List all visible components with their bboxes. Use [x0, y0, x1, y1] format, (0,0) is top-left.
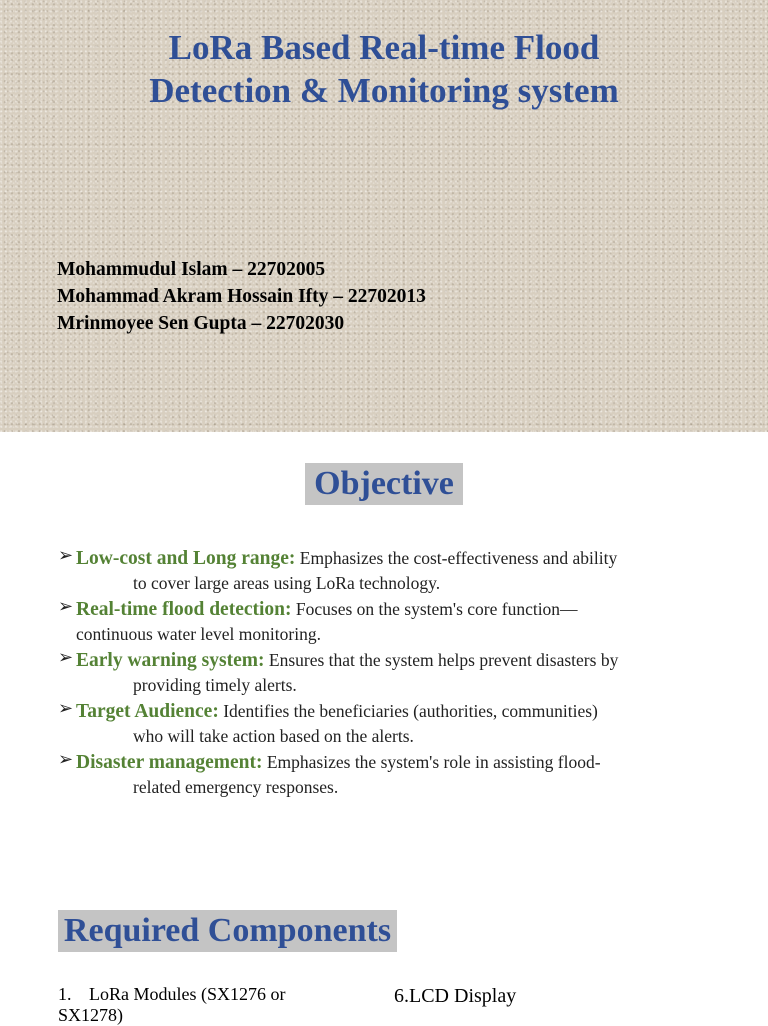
- objective-slide: [0, 432, 768, 1024]
- bullet-text-continued: to cover large areas using LoRa technology.: [133, 573, 441, 593]
- bullet-text: Ensures that the system helps prevent disasters by: [264, 650, 619, 670]
- author-3: Mrinmoyee Sen Gupta – 22702030: [57, 313, 345, 334]
- objective-heading: Objective: [305, 463, 463, 505]
- arrow-bullet-icon: ➢: [58, 698, 74, 718]
- bullet-item: [58, 597, 718, 646]
- author-2: Mohammad Akram Hossain Ifty – 22702013: [57, 286, 426, 307]
- bullet-text: Emphasizes the system's role in assisting flood-: [262, 752, 601, 772]
- bullet-title: Early warning system:: [76, 650, 265, 671]
- bullet-text-continued: related emergency responses.: [133, 777, 339, 797]
- bullet-text: Focuses on the system's core function—: [291, 599, 578, 619]
- bullet-title: Low-cost and Long range:: [76, 548, 296, 569]
- title-line-2: Detection & Monitoring system: [149, 71, 619, 110]
- arrow-bullet-icon: ➢: [58, 545, 74, 565]
- bullet-text-continued: providing timely alerts.: [133, 675, 297, 695]
- arrow-bullet-icon: ➢: [58, 596, 74, 616]
- arrow-bullet-icon: ➢: [58, 749, 74, 769]
- title-line-1: LoRa Based Real-time Flood: [168, 28, 600, 67]
- bullet-text-continued: who will take action based on the alerts.: [133, 726, 414, 746]
- bullet-title: Target Audience:: [76, 701, 219, 722]
- bullet-item: [58, 546, 718, 595]
- bullet-text: Identifies the beneficiaries (authorities, communities): [218, 701, 598, 721]
- arrow-bullet-icon: ➢: [58, 647, 74, 667]
- component-item-6: 6.LCD Display: [394, 985, 517, 1007]
- author-1: Mohammudul Islam – 22702005: [57, 259, 326, 280]
- objective-bullet-list: [58, 546, 718, 801]
- bullet-title: Real-time flood detection:: [76, 599, 292, 620]
- bullet-text: Emphasizes the cost-effectiveness and ability: [295, 548, 618, 568]
- bullet-item: [58, 750, 718, 799]
- components-heading: Required Components: [58, 910, 397, 952]
- presentation-title: [0, 26, 768, 112]
- bullet-item: [58, 699, 718, 748]
- component-label-continued: SX1278): [58, 1005, 124, 1025]
- list-number: 1.: [58, 984, 72, 1004]
- bullet-title: Disaster management:: [76, 752, 263, 773]
- author-list: [57, 256, 426, 337]
- component-item-1: [58, 984, 318, 1026]
- title-slide: [0, 0, 768, 432]
- bullet-item: [58, 648, 718, 697]
- bullet-text-continued: continuous water level monitoring.: [76, 624, 321, 644]
- component-label: LoRa Modules (SX1276 or: [89, 984, 286, 1004]
